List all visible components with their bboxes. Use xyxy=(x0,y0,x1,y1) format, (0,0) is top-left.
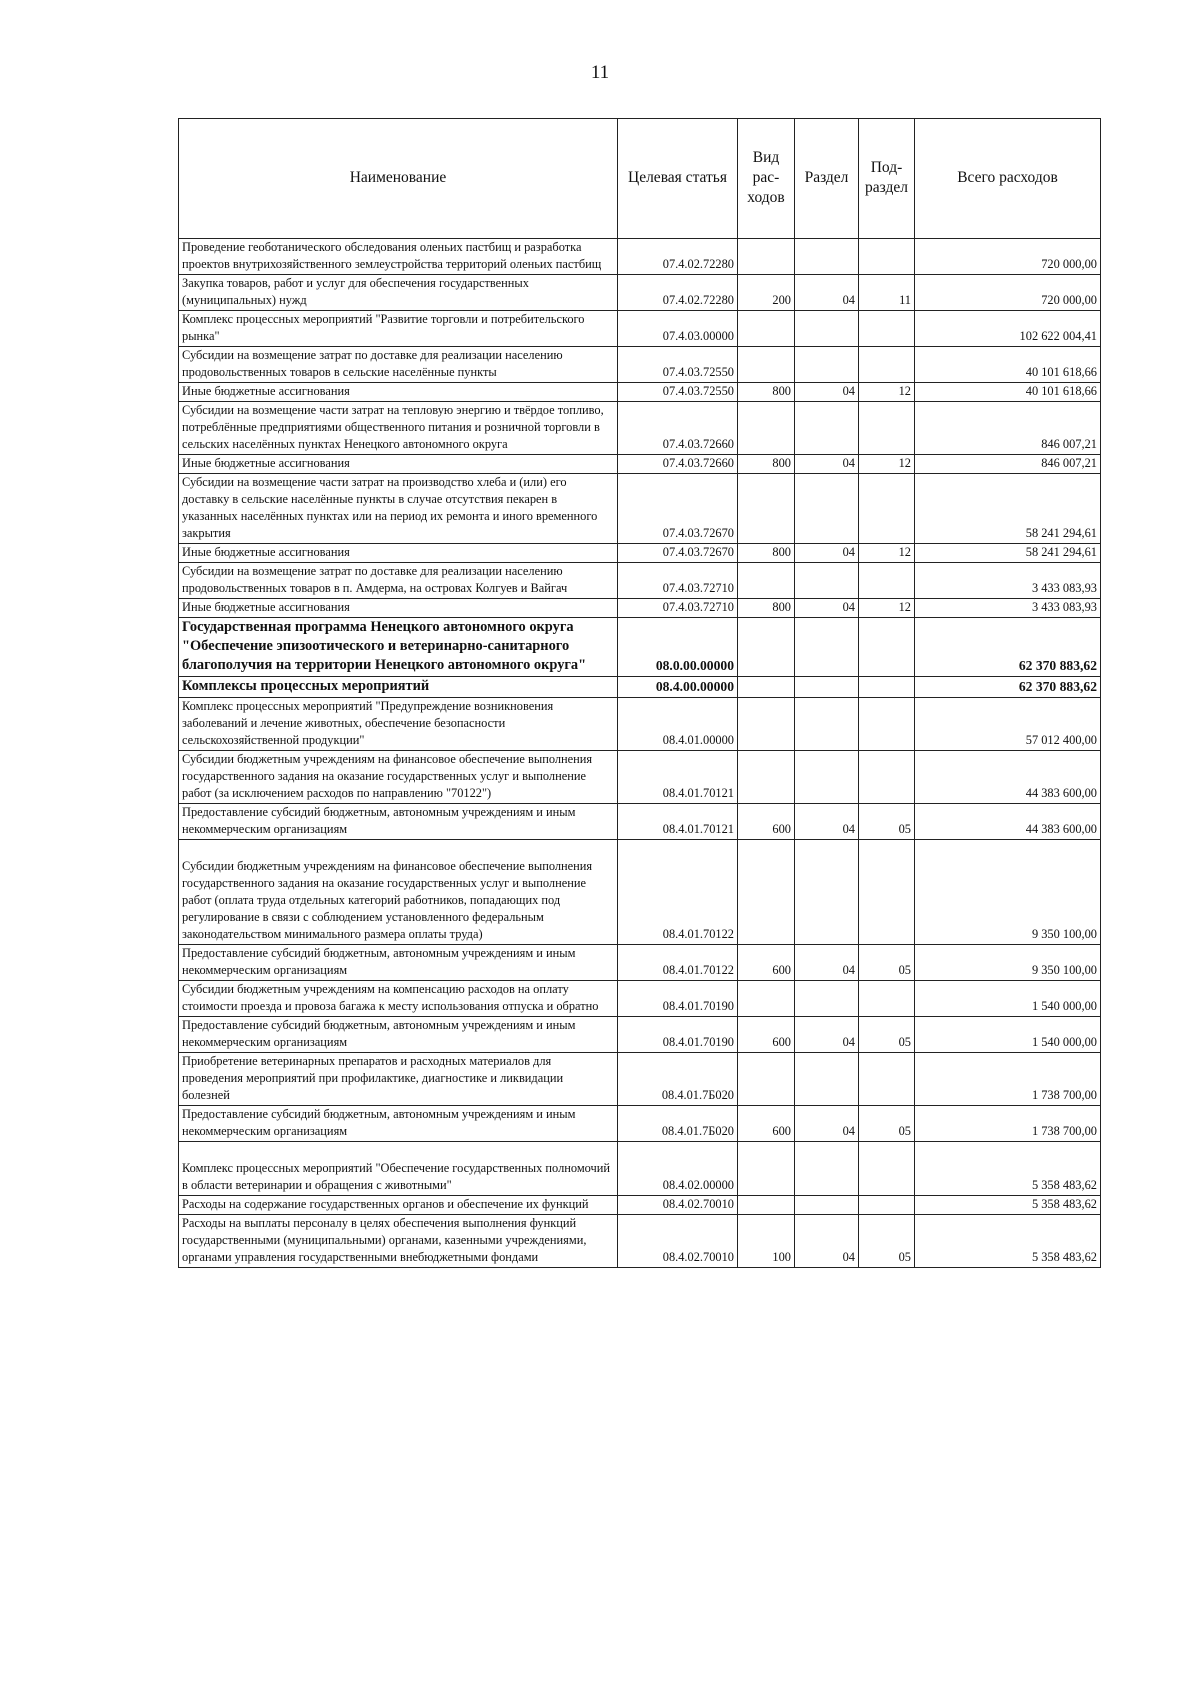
cell-name: Субсидии на возмещение затрат по доставке для реализации населению продовольственных товаров в п. Амдерма, на островах Колгуев и Вайгач xyxy=(179,563,618,599)
cell-target: 07.4.02.72280 xyxy=(618,275,738,311)
cell-name: Субсидии на возмещение части затрат на производство хлеба и (или) его доставку в сельские населённые пункты в случае отсутствия пекарен в указанных населённых пунктах или на период их ремонта и иного временного закрытия xyxy=(179,474,618,544)
cell-kind xyxy=(738,981,795,1017)
table-row xyxy=(179,455,1101,474)
cell-kind: 200 xyxy=(738,275,795,311)
header-name: Наименование xyxy=(179,119,618,239)
cell-total: 1 540 000,00 xyxy=(915,1017,1101,1053)
cell-kind: 600 xyxy=(738,1017,795,1053)
cell-target: 07.4.03.72660 xyxy=(618,402,738,455)
cell-kind xyxy=(738,618,795,677)
cell-subsection xyxy=(859,1142,915,1196)
cell-subsection xyxy=(859,239,915,275)
cell-subsection xyxy=(859,840,915,945)
cell-section: 04 xyxy=(795,544,859,563)
cell-section xyxy=(795,347,859,383)
cell-subsection: 12 xyxy=(859,599,915,618)
cell-target: 08.4.01.7Б020 xyxy=(618,1106,738,1142)
cell-section xyxy=(795,563,859,599)
cell-name: Субсидии на возмещение части затрат на тепловую энергию и твёрдое топливо, потреблённые предприятиями общественного питания и розничной торговли в сельских населённых пунктах Ненецкого автономного округа xyxy=(179,402,618,455)
cell-total: 9 350 100,00 xyxy=(915,945,1101,981)
cell-total: 5 358 483,62 xyxy=(915,1196,1101,1215)
cell-subsection: 05 xyxy=(859,945,915,981)
cell-total: 846 007,21 xyxy=(915,455,1101,474)
cell-section xyxy=(795,677,859,698)
cell-name: Комплекс процессных мероприятий "Обеспечение государственных полномочий в области ветеринарии и обращения с животными" xyxy=(179,1142,618,1196)
table-row xyxy=(179,1142,1101,1196)
cell-subsection xyxy=(859,751,915,804)
cell-target: 08.4.01.70121 xyxy=(618,751,738,804)
cell-section: 04 xyxy=(795,455,859,474)
cell-total: 5 358 483,62 xyxy=(915,1142,1101,1196)
cell-section: 04 xyxy=(795,1106,859,1142)
header-subsection: Под-раздел xyxy=(859,119,915,239)
table-row xyxy=(179,1053,1101,1106)
cell-target: 07.4.03.72670 xyxy=(618,474,738,544)
cell-kind: 600 xyxy=(738,804,795,840)
table-body xyxy=(179,239,1101,1268)
cell-kind xyxy=(738,239,795,275)
cell-name: Субсидии бюджетным учреждениям на компенсацию расходов на оплату стоимости проезда и провоза багажа к месту использования отпуска и обратно xyxy=(179,981,618,1017)
cell-target: 08.4.01.70190 xyxy=(618,981,738,1017)
cell-name: Субсидии бюджетным учреждениям на финансовое обеспечение выполнения государственного задания на оказание государственных услуг и выполнение работ (оплата труда отдельных категорий работников, попадающих под регулирование в связи с соблюдением установленного федеральным законодательством минимального размера оплаты труда) xyxy=(179,840,618,945)
cell-subsection xyxy=(859,981,915,1017)
cell-section xyxy=(795,751,859,804)
cell-section xyxy=(795,1142,859,1196)
cell-kind: 800 xyxy=(738,599,795,618)
table-row xyxy=(179,563,1101,599)
cell-total: 1 738 700,00 xyxy=(915,1106,1101,1142)
cell-total: 62 370 883,62 xyxy=(915,618,1101,677)
cell-name: Комплексы процессных мероприятий xyxy=(179,677,618,698)
cell-kind xyxy=(738,563,795,599)
cell-kind xyxy=(738,840,795,945)
cell-section xyxy=(795,239,859,275)
table-row xyxy=(179,1196,1101,1215)
cell-kind xyxy=(738,311,795,347)
page-number: 11 xyxy=(590,62,610,83)
cell-name: Приобретение ветеринарных препаратов и расходных материалов для проведения мероприятий при профилактике, диагностике и ликвидации болезней xyxy=(179,1053,618,1106)
cell-section: 04 xyxy=(795,945,859,981)
cell-section: 04 xyxy=(795,804,859,840)
table-row xyxy=(179,1017,1101,1053)
cell-section xyxy=(795,981,859,1017)
table-row xyxy=(179,383,1101,402)
cell-target: 08.4.01.7Б020 xyxy=(618,1053,738,1106)
cell-name: Иные бюджетные ассигнования xyxy=(179,599,618,618)
cell-total: 3 433 083,93 xyxy=(915,599,1101,618)
cell-name: Комплекс процессных мероприятий "Предупреждение возникновения заболеваний и лечение животных, обеспечение безопасности сельскохозяйственной продукции" xyxy=(179,698,618,751)
cell-total: 62 370 883,62 xyxy=(915,677,1101,698)
cell-name: Субсидии на возмещение затрат по доставке для реализации населению продовольственных товаров в сельские населённые пункты xyxy=(179,347,618,383)
cell-section: 04 xyxy=(795,1215,859,1268)
cell-name: Иные бюджетные ассигнования xyxy=(179,544,618,563)
cell-name: Комплекс процессных мероприятий "Развитие торговли и потребительского рынка" xyxy=(179,311,618,347)
cell-section xyxy=(795,1053,859,1106)
cell-kind xyxy=(738,1053,795,1106)
table-row xyxy=(179,347,1101,383)
table-row xyxy=(179,618,1101,677)
cell-target: 07.4.03.00000 xyxy=(618,311,738,347)
cell-total: 40 101 618,66 xyxy=(915,347,1101,383)
cell-name: Проведение геоботанического обследования оленьих пастбищ и разработка проектов внутрихозяйственного землеустройства территорий оленьих пастбищ xyxy=(179,239,618,275)
cell-total: 1 738 700,00 xyxy=(915,1053,1101,1106)
table-row xyxy=(179,311,1101,347)
cell-kind: 600 xyxy=(738,945,795,981)
cell-total: 57 012 400,00 xyxy=(915,698,1101,751)
cell-section xyxy=(795,311,859,347)
cell-kind xyxy=(738,347,795,383)
cell-subsection: 12 xyxy=(859,455,915,474)
cell-section xyxy=(795,840,859,945)
cell-total: 3 433 083,93 xyxy=(915,563,1101,599)
cell-total: 102 622 004,41 xyxy=(915,311,1101,347)
cell-subsection: 05 xyxy=(859,804,915,840)
cell-name: Предоставление субсидий бюджетным, автономным учреждениям и иным некоммерческим организациям xyxy=(179,945,618,981)
cell-name: Расходы на содержание государственных органов и обеспечение их функций xyxy=(179,1196,618,1215)
cell-section xyxy=(795,618,859,677)
cell-target: 08.0.00.00000 xyxy=(618,618,738,677)
cell-subsection: 12 xyxy=(859,544,915,563)
cell-target: 08.4.02.70010 xyxy=(618,1215,738,1268)
table-row xyxy=(179,804,1101,840)
table-row xyxy=(179,1106,1101,1142)
cell-subsection: 05 xyxy=(859,1106,915,1142)
cell-name: Иные бюджетные ассигнования xyxy=(179,455,618,474)
cell-subsection xyxy=(859,677,915,698)
cell-kind: 800 xyxy=(738,544,795,563)
table-row xyxy=(179,402,1101,455)
cell-subsection: 05 xyxy=(859,1017,915,1053)
cell-kind xyxy=(738,402,795,455)
cell-subsection xyxy=(859,1196,915,1215)
table-row xyxy=(179,1215,1101,1268)
cell-kind: 800 xyxy=(738,455,795,474)
cell-subsection xyxy=(859,698,915,751)
cell-name: Иные бюджетные ассигнования xyxy=(179,383,618,402)
cell-kind xyxy=(738,698,795,751)
cell-subsection xyxy=(859,402,915,455)
cell-target: 07.4.03.72550 xyxy=(618,347,738,383)
cell-target: 08.4.00.00000 xyxy=(618,677,738,698)
cell-name: Предоставление субсидий бюджетным, автономным учреждениям и иным некоммерческим организациям xyxy=(179,804,618,840)
cell-subsection: 12 xyxy=(859,383,915,402)
cell-kind xyxy=(738,1196,795,1215)
cell-name: Государственная программа Ненецкого автономного округа "Обеспечение эпизоотического и ветеринарно-санитарного благополучия на территории Ненецкого автономного округа" xyxy=(179,618,618,677)
cell-name: Закупка товаров, работ и услуг для обеспечения государственных (муниципальных) нужд xyxy=(179,275,618,311)
table-row xyxy=(179,474,1101,544)
table-row xyxy=(179,840,1101,945)
cell-kind xyxy=(738,677,795,698)
cell-target: 07.4.03.72660 xyxy=(618,455,738,474)
cell-target: 07.4.03.72710 xyxy=(618,563,738,599)
budget-table xyxy=(178,118,1101,1268)
cell-total: 44 383 600,00 xyxy=(915,751,1101,804)
cell-subsection xyxy=(859,311,915,347)
cell-target: 08.4.02.70010 xyxy=(618,1196,738,1215)
cell-total: 40 101 618,66 xyxy=(915,383,1101,402)
table-row xyxy=(179,544,1101,563)
cell-target: 07.4.03.72550 xyxy=(618,383,738,402)
cell-name: Субсидии бюджетным учреждениям на финансовое обеспечение выполнения государственного задания на оказание государственных услуг и выполнение работ (за исключением расходов по направлению "70122") xyxy=(179,751,618,804)
table-row xyxy=(179,239,1101,275)
cell-total: 9 350 100,00 xyxy=(915,840,1101,945)
cell-target: 08.4.01.70122 xyxy=(618,945,738,981)
cell-total: 44 383 600,00 xyxy=(915,804,1101,840)
cell-section xyxy=(795,474,859,544)
cell-total: 1 540 000,00 xyxy=(915,981,1101,1017)
cell-target: 07.4.03.72710 xyxy=(618,599,738,618)
cell-section xyxy=(795,1196,859,1215)
cell-total: 720 000,00 xyxy=(915,239,1101,275)
cell-target: 07.4.02.72280 xyxy=(618,239,738,275)
cell-section: 04 xyxy=(795,383,859,402)
cell-kind: 100 xyxy=(738,1215,795,1268)
cell-subsection xyxy=(859,474,915,544)
cell-subsection: 11 xyxy=(859,275,915,311)
cell-subsection xyxy=(859,563,915,599)
cell-target: 08.4.01.70190 xyxy=(618,1017,738,1053)
cell-total: 720 000,00 xyxy=(915,275,1101,311)
table-row xyxy=(179,275,1101,311)
cell-section xyxy=(795,698,859,751)
table-row xyxy=(179,698,1101,751)
cell-subsection xyxy=(859,618,915,677)
cell-kind xyxy=(738,751,795,804)
cell-total: 58 241 294,61 xyxy=(915,474,1101,544)
table-row xyxy=(179,945,1101,981)
cell-subsection xyxy=(859,1053,915,1106)
cell-target: 08.4.02.00000 xyxy=(618,1142,738,1196)
cell-name: Расходы на выплаты персоналу в целях обеспечения выполнения функций государственными (муниципальными) органами, казенными учреждениями, органами управления государственными внебюджетными фондами xyxy=(179,1215,618,1268)
table-row xyxy=(179,677,1101,698)
table-row xyxy=(179,751,1101,804)
cell-kind xyxy=(738,474,795,544)
cell-target: 08.4.01.70121 xyxy=(618,804,738,840)
cell-total: 58 241 294,61 xyxy=(915,544,1101,563)
cell-kind xyxy=(738,1142,795,1196)
cell-subsection: 05 xyxy=(859,1215,915,1268)
cell-kind: 600 xyxy=(738,1106,795,1142)
cell-target: 08.4.01.70122 xyxy=(618,840,738,945)
table-row xyxy=(179,599,1101,618)
cell-name: Предоставление субсидий бюджетным, автономным учреждениям и иным некоммерческим организациям xyxy=(179,1106,618,1142)
cell-kind: 800 xyxy=(738,383,795,402)
cell-subsection xyxy=(859,347,915,383)
cell-section xyxy=(795,402,859,455)
cell-section: 04 xyxy=(795,275,859,311)
cell-section: 04 xyxy=(795,1017,859,1053)
cell-name: Предоставление субсидий бюджетным, автономным учреждениям и иным некоммерческим организациям xyxy=(179,1017,618,1053)
header-section: Раздел xyxy=(795,119,859,239)
header-row xyxy=(179,119,1101,239)
cell-total: 846 007,21 xyxy=(915,402,1101,455)
cell-target: 07.4.03.72670 xyxy=(618,544,738,563)
table-row xyxy=(179,981,1101,1017)
header-kind: Вид рас-ходов xyxy=(738,119,795,239)
cell-section: 04 xyxy=(795,599,859,618)
header-total: Всего расходов xyxy=(915,119,1101,239)
header-target: Целевая статья xyxy=(618,119,738,239)
cell-target: 08.4.01.00000 xyxy=(618,698,738,751)
cell-total: 5 358 483,62 xyxy=(915,1215,1101,1268)
